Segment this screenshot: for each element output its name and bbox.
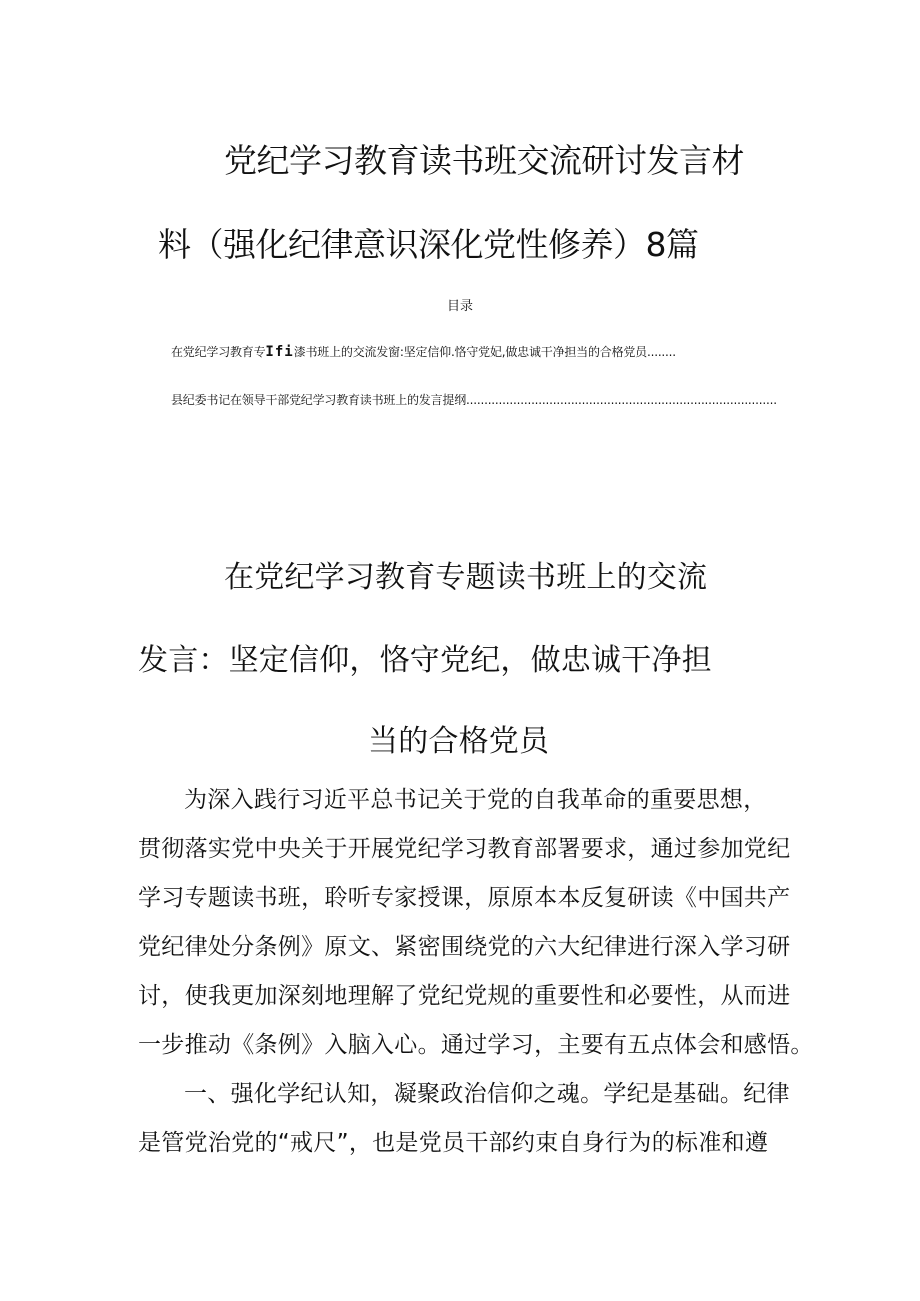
body-line-1: 为深入践行习近平总书记关于党的自我革命的重要思想， [184, 787, 767, 813]
toc-entry-1-garbled: Ifi [265, 344, 294, 360]
section-title-line-2: 发言：坚定信仰，恪守党纪，做忠诚干净担 [138, 643, 712, 678]
document-title-line-1: 党纪学习教育读书班交流研讨发言材 [224, 141, 744, 180]
document-title-line-2: 料（强化纪律意识深化党性修养）8篇 [158, 225, 699, 264]
body-line-2: 贯彻落实党中央关于开展党纪学习教育部署要求，通过参加党纪 [138, 836, 791, 862]
body-line-8: 是管党治党的“戒尺”，也是党员干部约束自身行为的标准和遵 [138, 1130, 769, 1156]
toc-entry-2[interactable]: 县纪委书记在领导干部党纪学习教育读书班上的发言提纲...................................................................................... [171, 393, 777, 407]
toc-heading: 目录 [446, 299, 473, 314]
body-line-7: 一、强化学纪认知，凝聚政治信仰之魂。学纪是基础。纪律 [184, 1081, 790, 1107]
body-line-5: 讨，使我更加深刻地理解了党纪党规的重要性和必要性，从而进 [138, 983, 791, 1009]
body-line-6: 一步推动《条例》入脑入心。通过学习，主要有五点体会和感悟。 [138, 1032, 814, 1058]
section-title-line-1: 在党纪学习教育专题读书班上的交流 [224, 560, 708, 595]
body-line-3: 学习专题读书班，聆听专家授课，原原本本反复研读《中国共产 [138, 885, 791, 911]
section-title-line-3: 当的合格党员 [368, 724, 550, 759]
body-line-4: 党纪律处分条例》原文、紧密围绕党的六大纪律进行深入学习研 [138, 934, 791, 960]
toc-entry-1[interactable] [171, 345, 676, 359]
toc-entry-1-prefix: 在党纪学习教育专 [171, 345, 266, 359]
toc-entry-1-suffix: 漆书班上的交流发窗:坚定信仰.恪守党妃,做忠诚干净担当的合格党员........ [293, 345, 676, 359]
